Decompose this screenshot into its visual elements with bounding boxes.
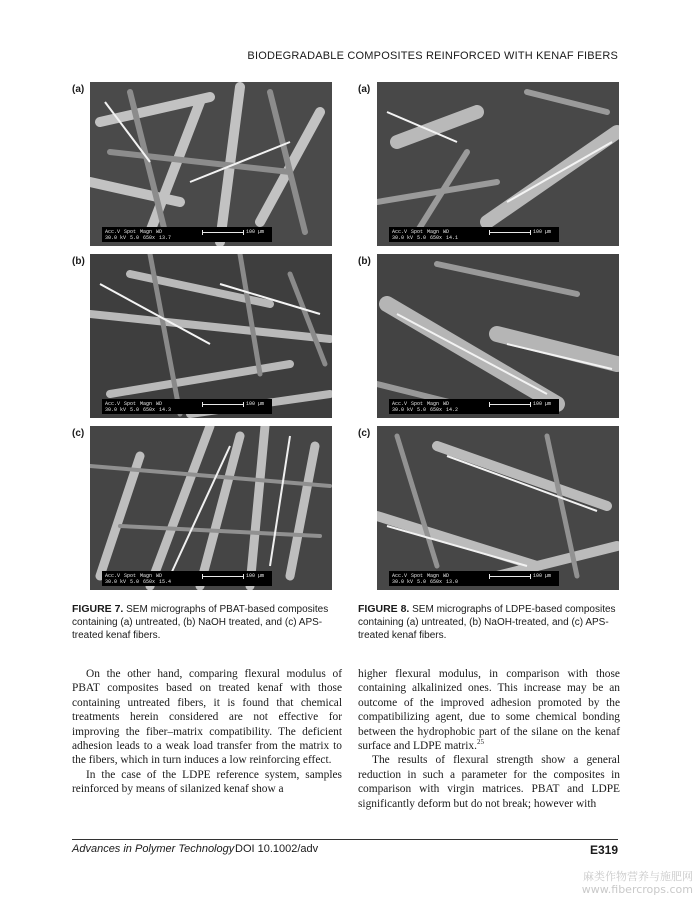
watermark-line-1: 麻类作物营养与施肥网: [583, 870, 693, 883]
fig8-micrograph-b: [377, 254, 619, 418]
page-number: E319: [590, 843, 619, 857]
figure-8-label: FIGURE 8.: [358, 603, 410, 615]
sem-databar: Acc.V Spot Magn WD 30.0 kV 5.0 650x 14.2 100 µm: [389, 399, 559, 414]
figure-7-caption: [72, 603, 342, 642]
fig7-micrograph-c: [90, 426, 332, 590]
body-column-left: [72, 667, 342, 797]
sem-texture: [90, 82, 332, 246]
paragraph: In the case of the LDPE reference system, samples reinforced by means of silanized kenaf show a: [72, 768, 342, 796]
scale-label: 100 µm: [533, 401, 552, 407]
scale-label: 100 µm: [533, 573, 552, 579]
reference-superscript: 25: [476, 738, 484, 747]
sem-texture: [377, 426, 619, 590]
figure-7-text: SEM micrographs of PBAT-based composites containing (a) untreated, (b) NaOH treated, and (c) APS-treated kenaf fibers.: [72, 604, 329, 641]
footer-rule: [72, 839, 618, 840]
scale-label: 100 µm: [246, 229, 265, 235]
fig7-panel-c-label: (c): [72, 428, 85, 439]
sem-databar: Acc.V Spot Magn WD 30.0 kV 5.0 650x 14.1 100 µm: [389, 227, 559, 242]
running-head: BIODEGRADABLE COMPOSITES REINFORCED WITH KENAF FIBERS: [247, 50, 618, 62]
sem-texture: [90, 426, 332, 590]
figure-8-text: SEM micrographs of LDPE-based composites containing (a) untreated, (b) NaOH-treated, and (c) APS-treated kenaf fibers.: [358, 604, 616, 641]
figure-8-caption: [358, 603, 628, 642]
sem-texture: [90, 254, 332, 418]
scale-bar: [489, 404, 531, 405]
sem-texture: [377, 82, 619, 246]
paragraph: The results of flexural strength show a general reduction in such a parameter for the composites in comparison with virgin matrices. PBAT and LDPE significantly deform but do not break; however with: [358, 754, 620, 810]
paragraph: On the other hand, comparing flexural modulus of PBAT composites based on treated kenaf with those containing untreated fibers, it is found that chemical treatments herein considered are not effective for improving the fiber–matrix compatibility. The deficient adhesion leads to a weak load transfer from the matrix to the fibers, which in turn induces a low reinforcing effect.: [72, 668, 342, 767]
paragraph: higher flexural modulus, in comparison with those containing alkalinized ones. This increase may be an outcome of the improved adhesion promoted by the compatibilizing agent, due to some chemical bonding between the hydrophobic part of the silane on the kenaf surface and LDPE matrix.$^{25}$: [358, 668, 620, 753]
body-column-right: [358, 667, 620, 811]
scale-bar: [202, 232, 244, 233]
fig7-micrograph-a: [90, 82, 332, 246]
sem-databar: Acc.V Spot Magn WD 30.0 kV 5.0 650x 15.4 100 µm: [102, 571, 272, 586]
sem-databar: Acc.V Spot Magn WD 30.0 kV 5.0 650x 13.0 100 µm: [389, 571, 559, 586]
scale-bar: [489, 232, 531, 233]
fig8-panel-a-label: (a): [358, 84, 371, 95]
sem-databar: Acc.V Spot Magn WD 30.0 kV 5.0 650x 13.7 100 µm: [102, 227, 272, 242]
scale-bar: [202, 576, 244, 577]
watermark: [582, 870, 693, 896]
footer-journal: Advances in Polymer Technology: [72, 843, 235, 855]
footer-doi: DOI 10.1002/adv: [235, 843, 319, 855]
watermark-line-2: www.fibercrops.com: [581, 883, 693, 896]
scale-label: 100 µm: [246, 573, 265, 579]
fig8-micrograph-c: [377, 426, 619, 590]
fig8-micrograph-a: [377, 82, 619, 246]
scale-bar: [202, 404, 244, 405]
scale-bar: [489, 576, 531, 577]
sem-databar: Acc.V Spot Magn WD 30.0 kV 5.0 650x 14.3 100 µm: [102, 399, 272, 414]
fig7-micrograph-b: [90, 254, 332, 418]
fig8-panel-b-label: (b): [358, 256, 371, 267]
sem-texture: [377, 254, 619, 418]
scale-label: 100 µm: [246, 401, 265, 407]
fig8-panel-c-label: (c): [358, 428, 371, 439]
fig7-panel-a-label: (a): [72, 84, 85, 95]
fig7-panel-b-label: (b): [72, 256, 85, 267]
scale-label: 100 µm: [533, 229, 552, 235]
figure-7-label: FIGURE 7.: [72, 603, 124, 615]
